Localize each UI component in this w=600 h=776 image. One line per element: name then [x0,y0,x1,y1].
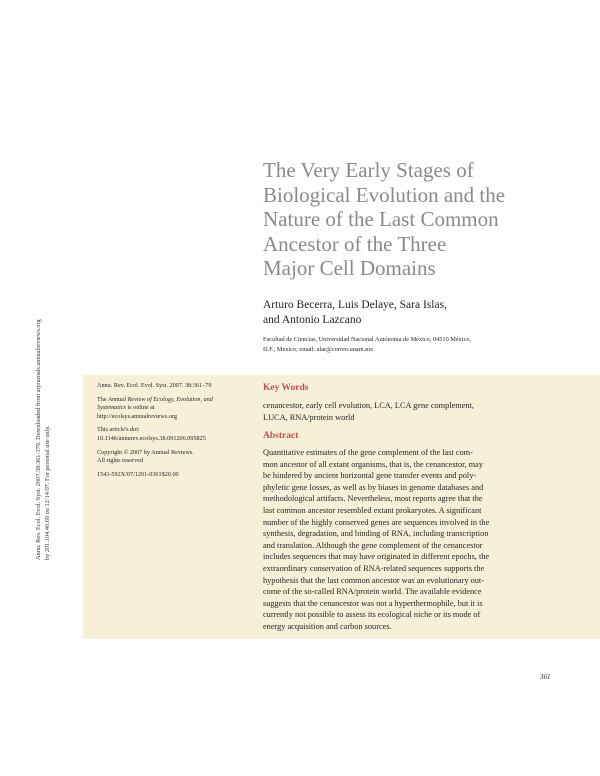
page-number: 361 [540,673,551,681]
abstract-line: phyletic gene losses, as well as by biases in genome databases and [263,482,484,492]
journal-url[interactable]: http://ecolsys.annualreviews.org [97,412,177,420]
keywords-line-2: LUCA, RNA/protein world [263,413,355,422]
doi-label: This article's doi: [97,426,140,434]
abstract-line: synthesis, degradation, and binding of RNA, including transcription [263,529,489,539]
rights: All rights reserved [97,457,144,465]
title-line: Biological Evolution and the [263,182,506,207]
copyright: Copyright © 2007 by Annual Reviews. [97,448,194,456]
journal-name-cont: Systematics [97,404,126,412]
abstract-line: hypothesis that the last common ancestor was an evolutionary out- [263,575,484,585]
title-line: Ancestor of the Three [263,231,447,256]
download-note-line-2: by 201.104.40.69 on 12/14/07. For personal use only. [44,425,51,560]
abstract-line: last common ancestor resembled extant prokaryotes. A significant [263,505,482,515]
journal-prefix: The [97,395,107,403]
abstract-line: and translation. Although the gene complement of the cenancestor [263,540,483,550]
abstract-line: be hindered by ancient horizontal gene transfer events and poly- [263,471,477,481]
download-note-line-1: Annu. Rev. Ecol. Evol. Syst. 2007.38:361-379. Downloaded from arjournals.annualreviews.org [35,319,42,560]
download-note [34,230,52,560]
abstract-line: suggests that the cenancestor was not a hyperthermophile, but it is [263,598,483,608]
affiliation-line-1: Facultad de Ciencias, Universidad Nacional Autónoma de México, 04510 México, [263,336,472,343]
title-line: The Very Early Stages of [263,158,474,182]
title-line: Major Cell Domains [263,256,436,280]
authors-line-2: and Antonio Lazcano [263,314,362,326]
keywords [263,400,563,424]
title-line: Nature of the Last Common [263,207,499,231]
abstract-line: currently not possible to assess its ecological niche or its mode of [263,610,481,620]
affiliation-line-2: D.F., Mexico; email: alar@correo.unam.mx [263,346,374,353]
author-list [263,298,563,328]
authors-line-1: Arturo Becerra, Luis Delaye, Sara Islas, [263,299,447,311]
abstract-line: includes sequences that may have originated in different epochs, the [263,552,490,562]
journal-name: Annual Review of Ecology, Evolution, and [108,395,213,403]
keywords-heading: Key Words [263,383,309,393]
affiliation [263,335,563,355]
abstract-line: extraordinary conservation of RNA-related sequences supports the [263,563,485,573]
abstract-body [263,447,563,633]
article-title [263,158,563,281]
abstract-line: number of the highly conserved genes are sequences involved in the [263,517,490,527]
abstract-line: mon ancestor of all extant organisms, that is, the cenancestor, may [263,459,484,469]
abstract-heading: Abstract [263,431,299,441]
article-metadata [97,382,237,484]
abstract-line: energy acquisition and carbon sources. [263,621,392,631]
abstract-line: Quantitative estimates of the gene complement of the last com- [263,448,473,457]
abstract-line: methodological artifacts. Nevertheless, most reports agree that the [263,494,483,504]
citation: Annu. Rev. Ecol. Evol. Syst. 2007. 38:361–79 [97,382,212,389]
keywords-line-1: cenancestor, early cell evolution, LCA, LCA gene complement, [263,401,474,410]
doi[interactable]: 10.1146/annurev.ecolsys.38.091206.095825 [97,434,206,442]
abstract-line: come of the so-called RNA/protein world. The available evidence [263,587,482,597]
issn: 1543-592X/07/1201-0361$20.00 [97,470,179,478]
online-note: is online at [127,404,155,412]
